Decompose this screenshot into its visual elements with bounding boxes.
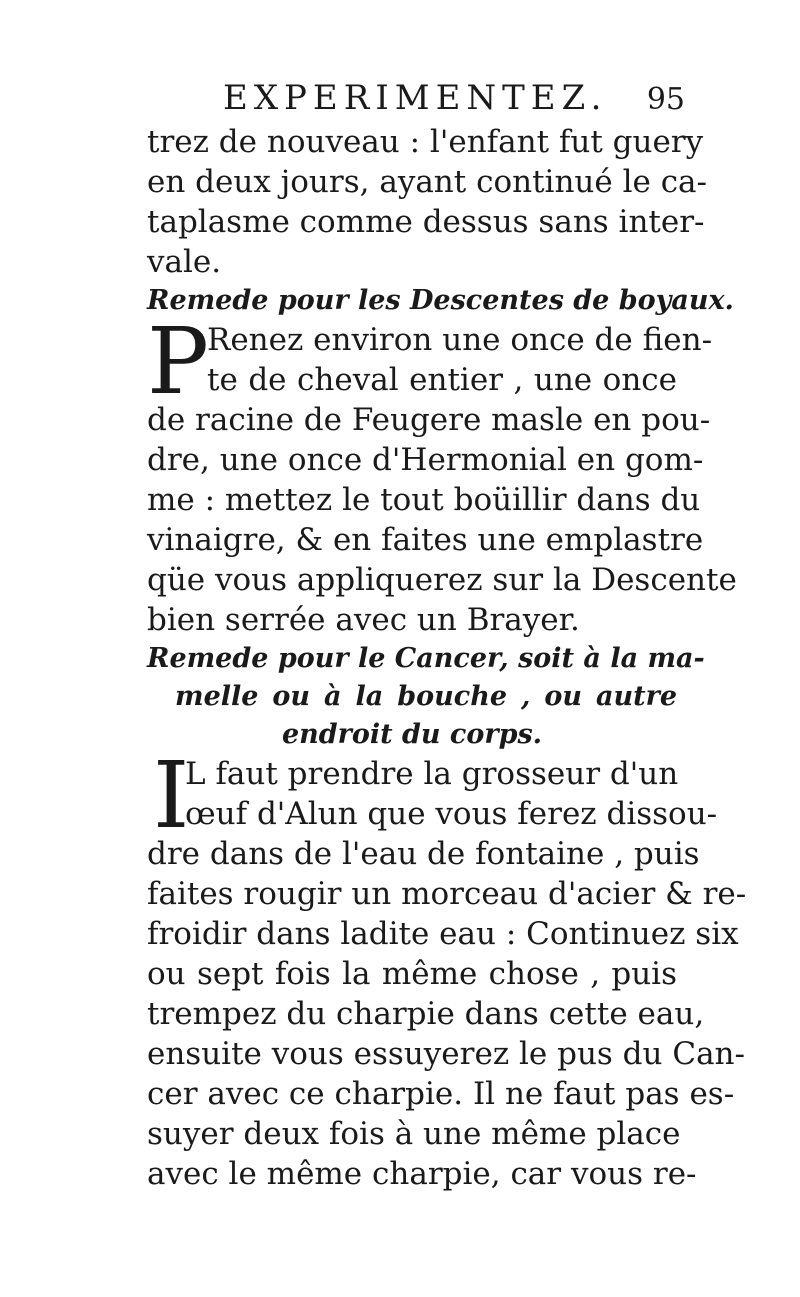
text-line: qüe vous appliquerez sur la Descente <box>147 562 737 598</box>
text-line: trempez du charpie dans cette eau, <box>147 996 705 1032</box>
heading-line: endroit du corps. <box>281 719 543 750</box>
page-header <box>215 78 685 128</box>
page-number: 95 <box>646 82 685 117</box>
text-line: œuf d'Alun que vous ferez dissou- <box>185 796 718 832</box>
text-line: vinaigre, & en faites une emplastre <box>147 522 704 558</box>
text-line: vale. <box>147 244 222 280</box>
text-line: faites rougir un morceau d'acier & re- <box>147 876 747 912</box>
page-body <box>147 122 747 1194</box>
text-line: suyer deux fois à une même place <box>147 1116 681 1152</box>
text-line: en deux jours, ayant continué le ca- <box>147 164 708 200</box>
running-title: EXPERIMENTEZ. <box>223 78 608 118</box>
text-line: avec le même charpie, car vous re- <box>147 1156 697 1192</box>
text-line: cer avec ce charpie. Il ne faut pas es- <box>147 1076 735 1112</box>
text-line: ensuite vous essuyerez le pus du Can- <box>147 1036 745 1072</box>
text-line: me : mettez le tout boüillir dans du <box>147 482 701 518</box>
text-line: bien serrée avec un Brayer. <box>147 602 580 638</box>
text-line: L faut prendre la grosseur d'un <box>185 756 679 792</box>
text-line: trez de nouveau : l'enfant fut guery <box>147 124 704 160</box>
continuation-paragraph <box>147 122 708 282</box>
text-line: dre, une once d'Hermonial en gom- <box>147 442 704 478</box>
paragraph-descentes <box>147 308 737 640</box>
text-line: dre dans de l'eau de fontaine , puis <box>147 836 700 872</box>
text-line: de racine de Feugere masle en pou- <box>147 402 711 438</box>
section-heading-descentes: Remede pour les Descentes de boyaux. <box>147 285 734 316</box>
text-line: taplasme comme dessus sans inter- <box>147 204 705 240</box>
heading-line: Remede pour le Cancer, soit à la ma- <box>147 643 705 674</box>
drop-cap: I <box>153 742 190 849</box>
paragraph-cancer <box>147 742 747 1194</box>
heading-line: melle ou à la bouche , ou autre <box>175 681 677 712</box>
text-line: Renez environ une once de fien- <box>207 322 713 358</box>
section-heading-cancer <box>147 640 705 754</box>
drop-cap: P <box>147 308 209 415</box>
text-line: te de cheval entier , une once <box>207 362 677 398</box>
text-line: froidir dans ladite eau : Continuez six <box>147 916 739 952</box>
text-line: ou sept fois la même chose , puis <box>147 956 677 992</box>
